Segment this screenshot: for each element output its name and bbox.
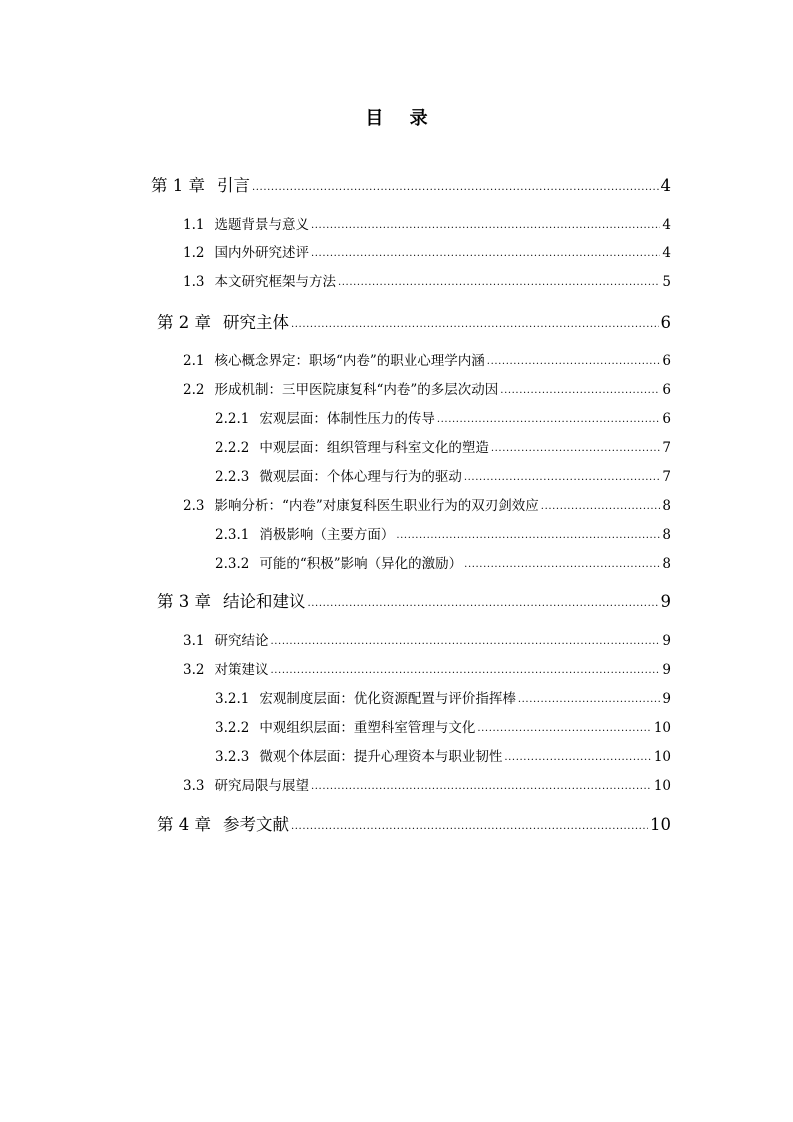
toc-dot-leader: [291, 312, 659, 329]
toc-dot-leader: [270, 632, 660, 646]
toc-entry-number: 2.3.2: [215, 556, 250, 572]
toc-entry-page: 9: [660, 592, 671, 611]
toc-entry-title: 宏观制度层面：优化资源配置与评价指挥棒: [259, 691, 516, 707]
toc-entry-number: 1.1: [183, 217, 205, 233]
toc-entry-page: 8: [662, 527, 671, 543]
toc-entry-page: 5: [662, 274, 671, 290]
toc-entry-2-2-3[interactable]: [215, 465, 671, 485]
toc-entry-number: 2.3: [183, 498, 205, 514]
toc-entry-page: 6: [662, 353, 671, 369]
toc-dot-leader: [308, 591, 659, 608]
toc-dot-leader: [491, 439, 661, 453]
toc-entry-2-2-1[interactable]: [215, 407, 671, 427]
toc-entry-title: 结论和建议: [223, 592, 306, 611]
toc-dot-leader: [252, 175, 659, 192]
toc-dot-leader: [464, 555, 660, 569]
toc-entry-page: 9: [662, 691, 671, 707]
toc-dot-leader: [487, 352, 661, 366]
toc-entry-2-3[interactable]: [183, 494, 671, 514]
toc-entry-number: 2.2.2: [215, 440, 250, 456]
toc-entry-page: 10: [653, 749, 671, 765]
toc-entry-title: 微观个体层面：提升心理资本与职业韧性: [259, 749, 503, 765]
toc-entry-number: 2.2: [183, 382, 205, 398]
toc-entry-number: 2.2.1: [215, 411, 250, 427]
toc-entry-3-2-2[interactable]: [215, 716, 671, 736]
toc-entry-page: 6: [662, 382, 671, 398]
toc-entry-title: 研究结论: [214, 633, 269, 649]
toc-entry-number: 3.3: [183, 778, 205, 794]
toc-entry-title: 参考文献: [223, 815, 289, 834]
toc-entry-number: 1.3: [183, 274, 205, 290]
toc-entry-2-3-2[interactable]: [215, 552, 671, 572]
toc-entry-number: 第 3 章: [157, 592, 211, 611]
toc-entry-page: 7: [662, 469, 671, 485]
toc-entry-number: 第 4 章: [157, 815, 211, 834]
toc-dot-leader: [311, 216, 660, 230]
toc-entry-title: 中观层面：组织管理与科室文化的塑造: [259, 440, 489, 456]
toc-entry-3-2-3[interactable]: [215, 745, 671, 765]
toc-entry-chapter-1[interactable]: [151, 172, 671, 196]
toc-entry-chapter-3[interactable]: [157, 588, 671, 612]
toc-entry-title: 对策建议: [214, 662, 269, 678]
toc-entry-number: 3.2.3: [215, 749, 250, 765]
toc-entry-page: 10: [653, 778, 671, 794]
toc-entry-number: 2.3.1: [215, 527, 250, 543]
toc-entry-chapter-2[interactable]: [157, 309, 671, 333]
toc-entry-title: 国内外研究述评: [214, 245, 309, 261]
toc-dot-leader: [311, 244, 660, 258]
toc-dot-leader: [291, 814, 648, 831]
toc-entry-chapter-4[interactable]: [157, 811, 671, 835]
toc-entry-1-1[interactable]: [183, 213, 671, 233]
toc-dot-leader: [541, 497, 661, 511]
toc-dot-leader: [464, 468, 661, 482]
toc-dot-leader: [504, 748, 651, 762]
toc-dot-leader: [396, 526, 660, 540]
toc-entry-title: 研究局限与展望: [214, 778, 309, 794]
toc-entry-title: 本文研究框架与方法: [214, 274, 336, 290]
toc-entry-3-3[interactable]: [183, 774, 671, 794]
toc-entry-title: 选题背景与意义: [214, 217, 309, 233]
toc-entry-title: 消极影响（主要方面）: [259, 527, 395, 543]
toc-dot-leader: [270, 661, 660, 675]
toc-dot-leader: [477, 719, 651, 733]
toc-entry-2-2-2[interactable]: [215, 436, 671, 456]
toc-entry-page: 9: [662, 633, 671, 649]
toc-entry-number: 1.2: [183, 245, 205, 261]
toc-entry-1-2[interactable]: [183, 241, 671, 261]
toc-entry-title: 研究主体: [223, 313, 289, 332]
toc-entry-number: 3.2.2: [215, 720, 250, 736]
toc-entry-3-2-1[interactable]: [215, 687, 671, 707]
toc-entry-page: 9: [662, 662, 671, 678]
toc-entry-2-3-1[interactable]: [215, 523, 671, 543]
toc-dot-leader: [518, 690, 661, 704]
toc-title: 目 录: [365, 108, 438, 129]
toc-entry-number: 3.2.1: [215, 691, 250, 707]
toc-dot-leader: [338, 273, 660, 287]
toc-entry-page: 8: [662, 556, 671, 572]
toc-entry-title: 宏观层面：体制性压力的传导: [259, 411, 435, 427]
toc-entry-page: 6: [660, 313, 671, 332]
toc-entry-page: 7: [662, 440, 671, 456]
toc-entry-number: 第 2 章: [157, 313, 211, 332]
toc-entry-1-3[interactable]: [183, 270, 671, 290]
toc-entry-title: 微观层面：个体心理与行为的驱动: [259, 469, 462, 485]
toc-entry-page: 10: [653, 720, 671, 736]
toc-entry-title: 形成机制：三甲医院康复科“内卷”的多层次动因: [214, 382, 499, 398]
toc-entry-page: 4: [662, 217, 671, 233]
toc-entry-title: 核心概念界定：职场“内卷”的职业心理学内涵: [214, 353, 485, 369]
toc-entry-number: 2.1: [183, 353, 205, 369]
toc-entry-title: 引言: [217, 176, 250, 195]
toc-entry-page: 10: [650, 815, 671, 834]
toc-entry-title: 中观组织层面：重塑科室管理与文化: [259, 720, 476, 736]
toc-entry-number: 2.2.3: [215, 469, 250, 485]
toc-entry-page: 4: [660, 176, 671, 195]
toc-entry-page: 6: [662, 411, 671, 427]
toc-entry-number: 3.1: [183, 633, 205, 649]
toc-entry-title: 可能的“积极”影响（异化的激励）: [259, 556, 463, 572]
toc-entry-title: 影响分析：“内卷”对康复科医生职业行为的双刃剑效应: [214, 498, 539, 514]
toc-entry-page: 8: [662, 498, 671, 514]
toc-entry-3-1[interactable]: [183, 629, 671, 649]
toc-dot-leader: [500, 381, 660, 395]
toc-entry-2-2[interactable]: [183, 378, 671, 398]
toc-dot-leader: [311, 777, 652, 791]
toc-entry-3-2[interactable]: [183, 658, 671, 678]
toc-entry-page: 4: [662, 245, 671, 261]
toc-entry-number: 3.2: [183, 662, 205, 678]
toc-dot-leader: [437, 410, 661, 424]
toc-entry-2-1[interactable]: [183, 349, 671, 369]
toc-entry-number: 第 1 章: [151, 176, 205, 195]
